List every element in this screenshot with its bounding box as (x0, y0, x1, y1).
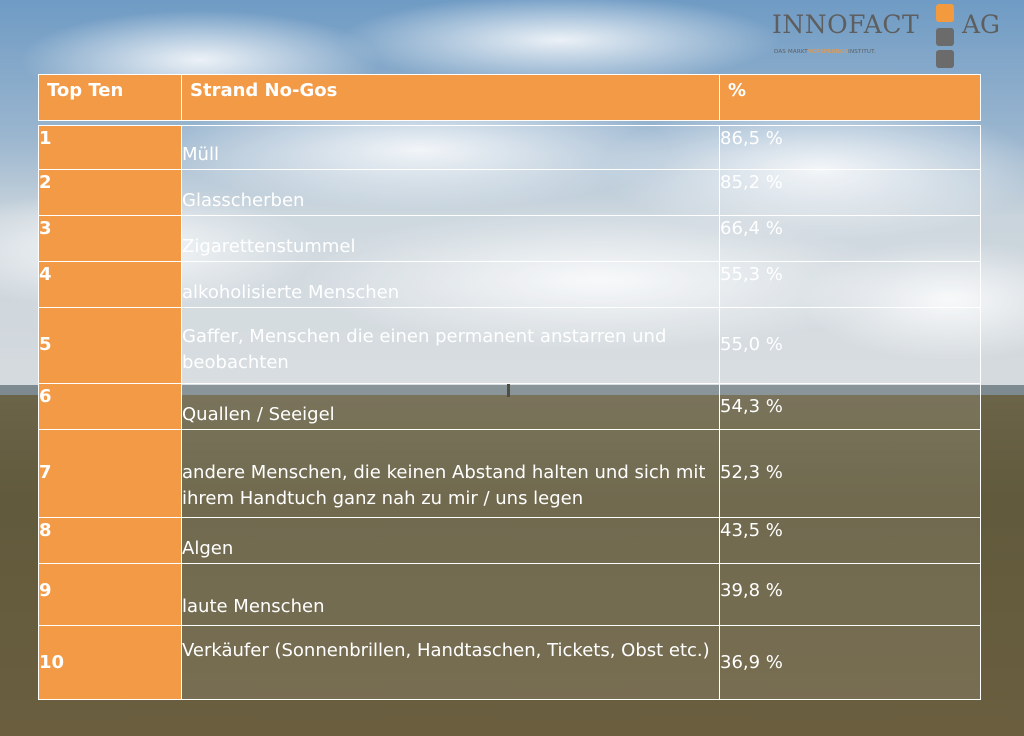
item-text: andere Menschen, die keinen Abstand halten und sich mit ihrem Handtuch ganz nah zu mir / uns legen (182, 462, 706, 509)
item-text: alkoholisierte Menschen (182, 282, 400, 303)
item-text: laute Menschen (182, 596, 325, 617)
logo-square-gray (936, 50, 954, 68)
percent-cell: 86,5 % (720, 126, 981, 170)
item-cell (182, 384, 720, 430)
table-row (39, 626, 981, 700)
percent-cell: 85,2 % (720, 170, 981, 216)
item-cell (182, 518, 720, 564)
percent-cell: 55,3 % (720, 262, 981, 308)
innofact-logo (772, 6, 1012, 70)
item-cell (182, 216, 720, 262)
item-text: Quallen / Seeigel (182, 404, 335, 425)
logo-suffix: AG (962, 10, 1001, 39)
percent-cell: 55,0 % (720, 308, 981, 384)
item-text: Gaffer, Menschen die einen permanent anstarren und beobachten (182, 326, 667, 373)
percent-cell: 36,9 % (720, 626, 981, 700)
header-strand-no-gos: Strand No-Gos (182, 75, 720, 121)
table-header-row (39, 75, 981, 121)
table-row (39, 308, 981, 384)
logo-name: INNOFACT (772, 10, 920, 39)
logo-square-orange (936, 4, 954, 22)
header-percent: % (720, 75, 981, 121)
item-text: Glasscherben (182, 190, 305, 211)
table-row (39, 564, 981, 626)
rank-cell: 4 (39, 262, 182, 308)
item-cell (182, 430, 720, 518)
rank-cell: 8 (39, 518, 182, 564)
item-cell (182, 626, 720, 700)
percent-cell: 39,8 % (720, 564, 981, 626)
logo-tagline-pre: DAS MARKT (774, 49, 808, 55)
header-top-ten: Top Ten (39, 75, 182, 121)
logo-tagline-post: INSTITUT. (848, 49, 877, 55)
rank-cell: 6 (39, 384, 182, 430)
item-text: Verkäufer (Sonnenbrillen, Handtaschen, Tickets, Obst etc.) (182, 640, 710, 661)
logo-square-gray (936, 28, 954, 46)
item-cell (182, 262, 720, 308)
table-row (39, 170, 981, 216)
rank-cell: 1 (39, 126, 182, 170)
percent-cell: 43,5 % (720, 518, 981, 564)
table-row (39, 216, 981, 262)
table-row (39, 262, 981, 308)
table-row (39, 384, 981, 430)
rank-cell: 3 (39, 216, 182, 262)
rank-cell: 5 (39, 308, 182, 384)
table-row (39, 430, 981, 518)
logo-tagline (774, 49, 876, 55)
strand-no-gos-table (38, 74, 981, 700)
table-row (39, 126, 981, 170)
rank-cell: 9 (39, 564, 182, 626)
table-row (39, 518, 981, 564)
percent-cell: 66,4 % (720, 216, 981, 262)
rank-cell: 7 (39, 430, 182, 518)
item-cell (182, 564, 720, 626)
rank-cell: 10 (39, 626, 182, 700)
item-cell (182, 126, 720, 170)
logo-tagline-accent: VORSPRUNGS (807, 49, 849, 55)
item-cell (182, 308, 720, 384)
percent-cell: 52,3 % (720, 430, 981, 518)
item-text: Müll (182, 144, 219, 165)
item-cell (182, 170, 720, 216)
item-text: Algen (182, 538, 234, 559)
rank-cell: 2 (39, 170, 182, 216)
percent-cell: 54,3 % (720, 384, 981, 430)
item-text: Zigarettenstummel (182, 236, 356, 257)
